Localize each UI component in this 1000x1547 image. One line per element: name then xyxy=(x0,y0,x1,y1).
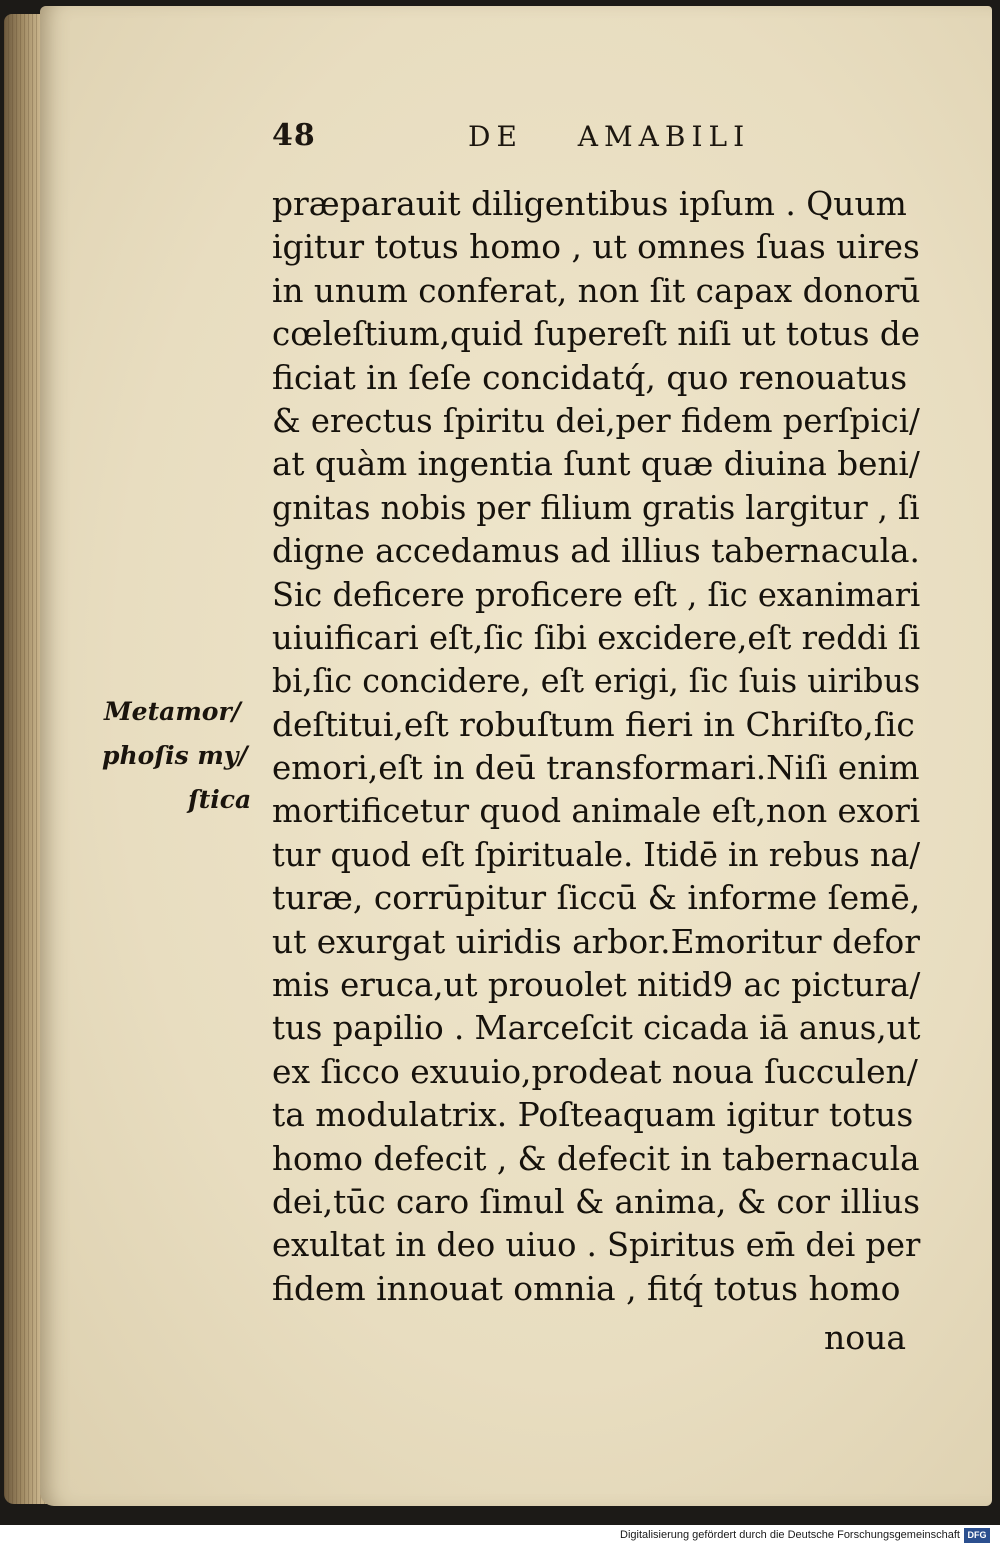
marginal-note-line: ſtica xyxy=(188,785,252,814)
marginal-note-line: phoſis my/ xyxy=(102,741,248,770)
text-line: turæ, corrūpitur ſiccū & informe ſemē, xyxy=(272,878,921,918)
digitization-footer xyxy=(0,1525,1000,1547)
text-line: deſtitui,eſt robuſtum fieri in Chriſto,ſic xyxy=(272,704,915,744)
text-line: digne accedamus ad illius tabernacula. xyxy=(272,531,920,571)
text-line: bi,ſic concidere, eſt erigi, ſic ſuis uiribus xyxy=(272,661,921,701)
text-line: præparauit diligentibus ipſum . Quum xyxy=(272,184,907,223)
marginal-note-line: Metamor/ xyxy=(104,697,241,726)
text-line: mis eruca,ut prouolet nitid9 ac pictura/ xyxy=(272,965,921,1005)
text-line: homo defecit , & defecit in tabernacula xyxy=(272,1138,920,1178)
text-line: ut exurgat uiridis arbor.Emoritur defor xyxy=(272,921,920,961)
dfg-logo-icon: DFG xyxy=(964,1528,990,1543)
body-text xyxy=(272,182,922,1310)
text-line: mortificetur quod animale eſt,non exori xyxy=(272,791,921,831)
text-line: tur quod eſt ſpirituale. Itidē in rebus na/ xyxy=(272,834,921,874)
text-line: uiuificari eſt,ſic ſibi excidere,eſt reddi ſi xyxy=(272,617,921,657)
text-line: Sic deficere proficere eſt , ſic exanimari xyxy=(272,574,921,614)
text-line: cœleſtium,quid ſupereſt niſi ut totus de xyxy=(272,314,920,354)
text-line: dei,tūc caro ſimul & anima, & cor illius xyxy=(272,1181,921,1221)
text-line: emori,eſt in deū transformari.Niſi enim xyxy=(272,748,920,788)
marginal-note xyxy=(96,690,266,822)
text-line: at quàm ingentia ſunt quæ diuina beni/ xyxy=(272,444,920,484)
text-line: gnitas nobis per filium gratis largitur , ſi xyxy=(272,487,920,527)
text-line: ta modulatrix. Poſteaquam igitur totus xyxy=(272,1095,914,1135)
text-line: exultat in deo uiuo . Spiritus em̄ dei per xyxy=(272,1225,921,1265)
page-number: 48 xyxy=(272,118,316,153)
text-line: & erectus ſpiritu dei,per fidem perſpici/ xyxy=(272,400,920,440)
text-line: in unum conferat, non ſit capax donorū xyxy=(272,270,921,310)
page-header xyxy=(0,118,1000,162)
text-line: ficiat in ſeſe concidatq́, quo renouatus xyxy=(272,357,908,397)
text-line: ex ſicco exuuio,prodeat noua ſucculen/ xyxy=(272,1051,918,1091)
funding-credit: Digitalisierung gefördert durch die Deutsche Forschungsgemeinschaft xyxy=(620,1529,960,1541)
text-line: igitur totus homo , ut omnes ſuas uires xyxy=(272,227,920,267)
running-title: DE AMABILI xyxy=(468,120,751,153)
text-line: tus papilio . Marceſcit cicada iā anus,ut xyxy=(272,1008,921,1048)
text-line: fidem innouat omnia , fitq́ totus homo xyxy=(272,1268,901,1308)
catchword: noua xyxy=(824,1318,907,1357)
